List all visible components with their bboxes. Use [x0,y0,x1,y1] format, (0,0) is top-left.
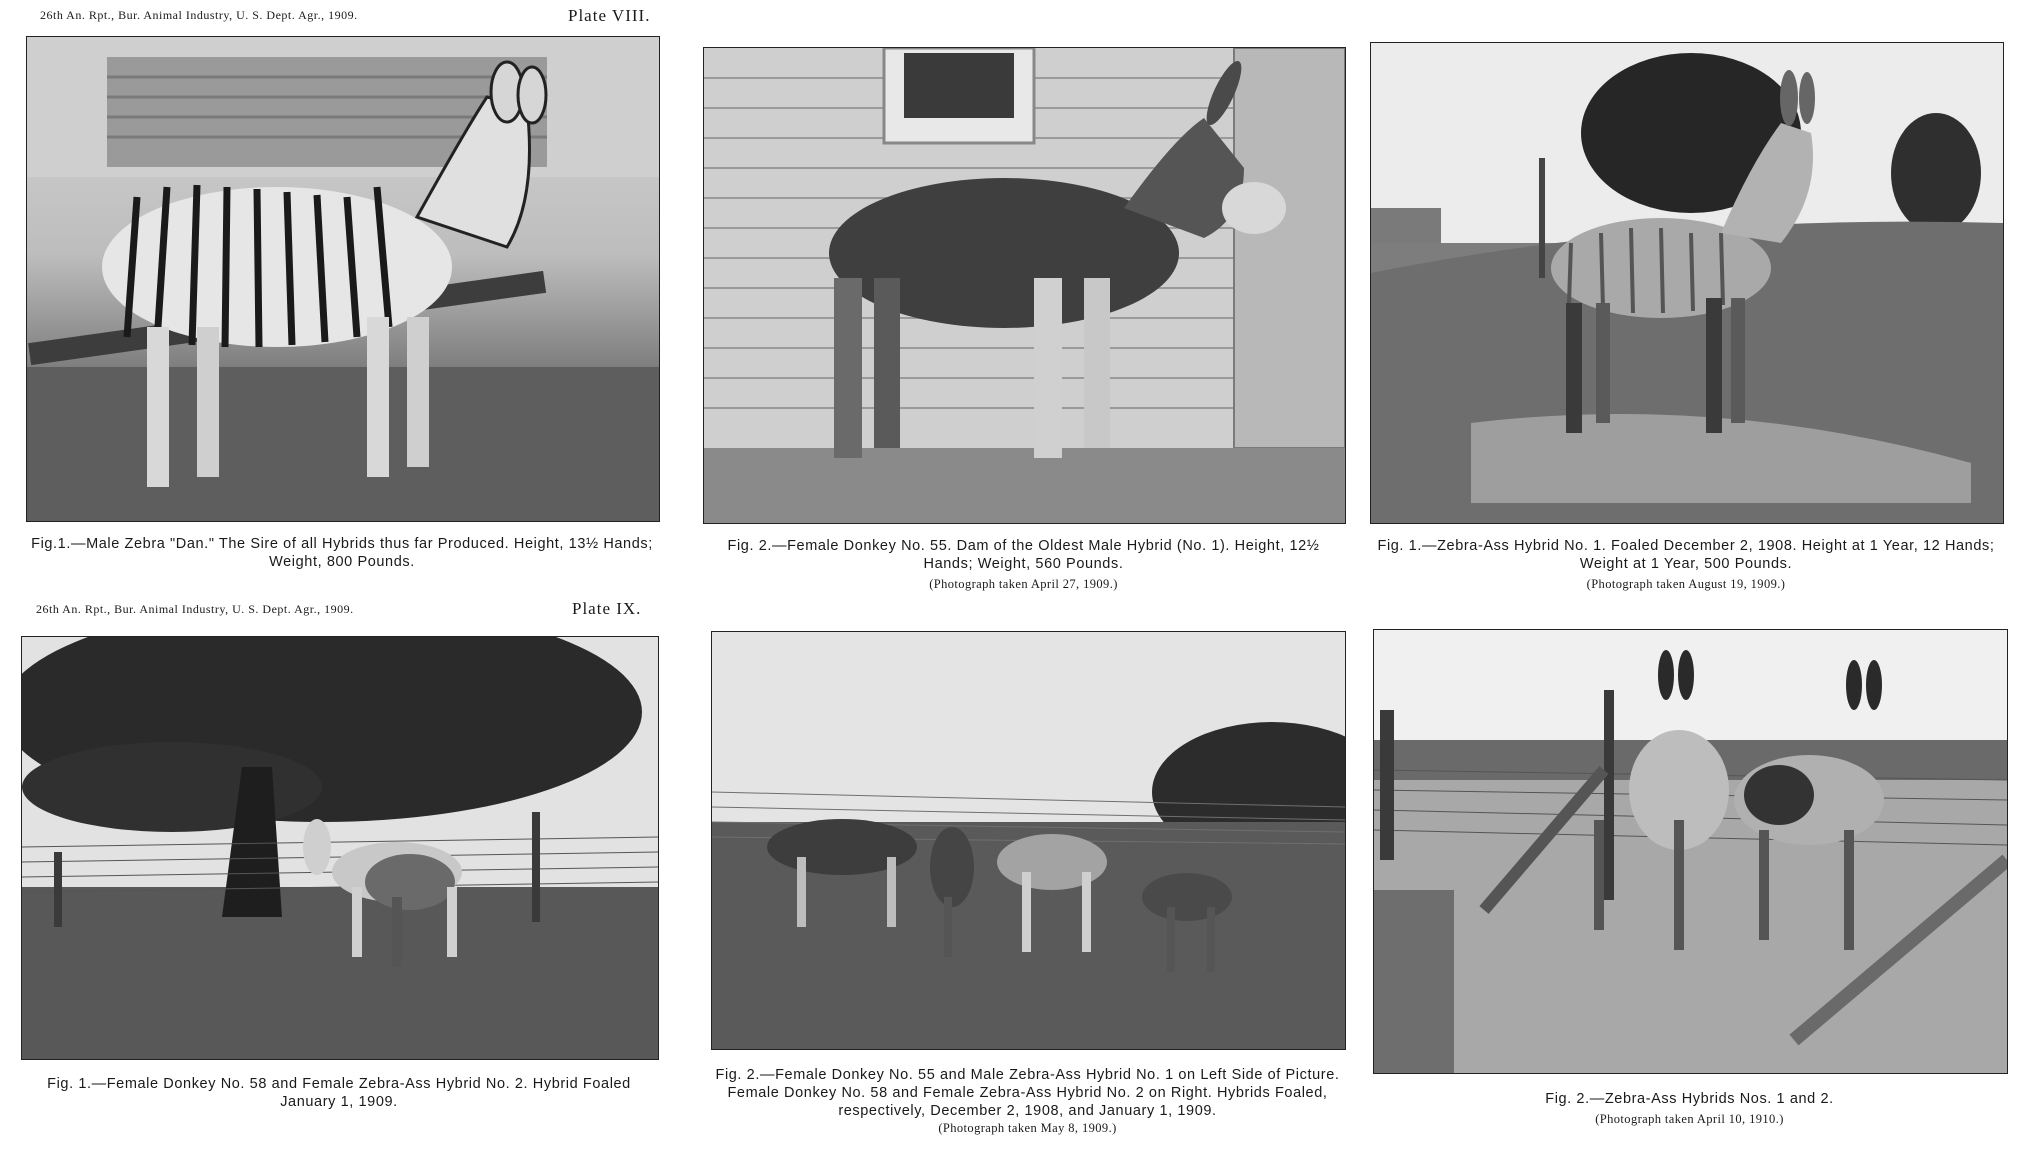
plate8b-fig1-caption: Fig. 1.—Zebra-Ass Hybrid No. 1. Foaled December 2, 1908. Height at 1 Year, 12 Hands; Weight at 1 Year, 500 Pounds. [1377,538,1995,572]
plate8-fig1-caption: Fig.1.—Male Zebra "Dan." The Sire of all Hybrids thus far Produced. Height, 13½ Hands; Weight, 800 Pounds. [31,536,653,570]
plate9-fig1-caption: Fig. 1.—Female Donkey No. 58 and Female Zebra-Ass Hybrid No. 2. Hybrid Foaled January 1, 1909. [47,1076,631,1110]
photo-four-animals [711,631,1346,1050]
plate9b-fig2-credit: (Photograph taken April 10, 1910.) [1595,1112,1784,1126]
photo-male-zebra [26,36,660,522]
plate8b-fig1-credit: (Photograph taken August 19, 1909.) [1586,577,1786,591]
plate9b-fig2-caption: Fig. 2.—Zebra-Ass Hybrids Nos. 1 and 2. [1545,1091,1834,1107]
photo-hybrids-1-and-2 [1373,629,2008,1074]
plate9-fig2-caption: Fig. 2.—Female Donkey No. 55 and Male Zebra-Ass Hybrid No. 1 on Left Side of Picture. Female Donkey No. 58 and Female Zebra-Ass Hybrid No. 2 on Right. Hybrids Foaled, respectively, December 2, 1908, and January 1, 1909. [715,1067,1340,1119]
plate8-fig2-credit: (Photograph taken April 27, 1909.) [929,577,1118,591]
plate8-header: 26th An. Rpt., Bur. Animal Industry, U. S. Dept. Agr., 1909. [40,8,358,22]
plate8-label: Plate VIII. [568,6,651,25]
photo-hybrid-no1 [1370,42,2004,524]
plate9-label: Plate IX. [572,599,642,618]
photo-donkey58-hybrid2 [21,636,659,1060]
plate9-fig2-credit: (Photograph taken May 8, 1909.) [938,1121,1117,1135]
photo-donkey-55 [703,47,1346,524]
plate8-fig2-caption: Fig. 2.—Female Donkey No. 55. Dam of the Oldest Male Hybrid (No. 1). Height, 12½ Hands; Weight, 560 Pounds. [727,538,1320,572]
plate9-header: 26th An. Rpt., Bur. Animal Industry, U. S. Dept. Agr., 1909. [36,602,354,616]
